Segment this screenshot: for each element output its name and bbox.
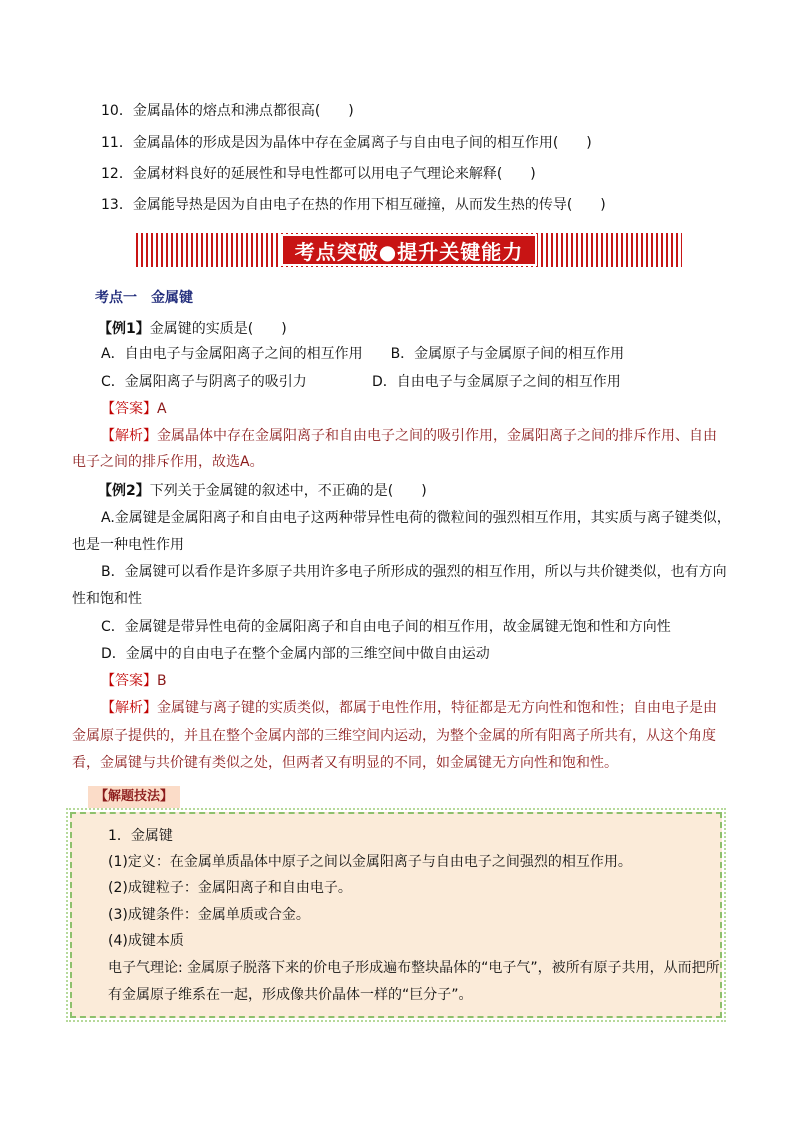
- tips-theory-line1: 电子气理论: 金属原子脱落下来的价电子形成遍布整块晶体的“电子气”，被所有原子共用，从而把所: [108, 960, 720, 976]
- tips-essence: (4)成键本质: [108, 933, 184, 949]
- example1-analysis-line1: [101, 426, 717, 446]
- tips-heading: 1．金属键: [108, 828, 173, 844]
- review-item-13: 13．金属能导热是因为自由电子在热的作用下相互碰撞，从而发生热的传导( ): [101, 197, 606, 213]
- review-item-10: 10．金属晶体的熔点和沸点都很高( ): [101, 103, 354, 119]
- example1-analysis-text1: 金属晶体中存在金属阳离子和自由电子之间的吸引作用，金属阳离子之间的排斥作用、自由: [157, 428, 717, 444]
- example2-question: [98, 481, 427, 501]
- example1-question-text: 金属键的实质是( ): [149, 321, 287, 337]
- tips-conditions: (3)成键条件：金属单质或合金。: [108, 907, 310, 923]
- review-item-11: 11．金属晶体的形成是因为晶体中存在金属离子与自由电子间的相互作用( ): [101, 135, 592, 151]
- example1-question: [98, 319, 287, 339]
- tips-definition: (1)定义：在金属单质晶体中原子之间以金属阳离子与自由电子之间强烈的相互作用。: [108, 854, 632, 870]
- example1-answer-tag: 【答案】: [101, 401, 157, 417]
- tips-theory-line2: 有金属原子维系在一起，形成像共价晶体一样的“巨分子”。: [108, 987, 473, 1003]
- example1-option-c: C．金属阳离子与阴离子的吸引力: [101, 374, 307, 390]
- banner-title-box: [281, 234, 537, 266]
- example2-tag: 【例2】: [98, 483, 150, 499]
- example2-analysis-tag: 【解析】: [101, 700, 157, 716]
- section-banner: [136, 233, 682, 267]
- tips-particles: (2)成键粒子：金属阳离子和自由电子。: [108, 880, 352, 896]
- example2-option-d: D．金属中的自由电子在整个金属内部的三维空间中做自由运动: [101, 646, 490, 662]
- example2-option-b-line2: 性和饱和性: [72, 591, 142, 607]
- example1-tag: 【例1】: [98, 321, 150, 337]
- example1-answer: [101, 399, 167, 419]
- review-item-12: 12．金属材料良好的延展性和导电性都可以用电子气理论来解释( ): [101, 166, 536, 182]
- banner-title: 考点突破●提升关键能力: [294, 239, 524, 264]
- example2-option-a-line2: 也是一种电性作用: [72, 537, 184, 553]
- example2-option-b-line1: B．金属键可以看作是许多原子共用许多电子所形成的强烈的相互作用，所以与共价键类似，也有方向: [101, 564, 727, 580]
- tips-label: 【解题技法】: [88, 786, 180, 808]
- section-title: 考点一 金属键: [95, 290, 193, 306]
- example1-analysis-line2: 电子之间的排斥作用，故选A。: [72, 454, 264, 470]
- example2-answer: [101, 671, 167, 691]
- example1-answer-value: A: [157, 401, 167, 417]
- example2-analysis-line3: 看，金属键与共价键有类似之处，但两者又有明显的不同，如金属键无方向性和饱和性。: [72, 755, 618, 771]
- example2-option-a-line1: A.金属键是金属阳离子和自由电子这两种带异性电荷的微粒间的强烈相互作用，其实质与离子键类似，: [101, 510, 731, 526]
- example2-answer-value: B: [157, 673, 167, 689]
- example2-analysis-line1: [101, 698, 717, 718]
- example1-options-ab: A．自由电子与金属阳离子之间的相互作用 B．金属原子与金属原子间的相互作用: [101, 346, 625, 362]
- example2-answer-tag: 【答案】: [101, 673, 157, 689]
- example2-question-text: 下列关于金属键的叙述中，不正确的是( ): [149, 483, 427, 499]
- example2-analysis-line2: 金属原子提供的，并且在整个金属内部的三维空间内运动，为整个金属的所有阳离子所共有，从这个角度: [72, 728, 716, 744]
- example1-analysis-tag: 【解析】: [101, 428, 157, 444]
- example2-analysis-text1: 金属键与离子键的实质类似，都属于电性作用，特征都是无方向性和饱和性；自由电子是由: [157, 700, 717, 716]
- example1-option-d: D．自由电子与金属原子之间的相互作用: [372, 374, 621, 390]
- example2-option-c: C．金属键是带异性电荷的金属阳离子和自由电子间的相互作用，故金属键无饱和性和方向性: [101, 619, 671, 635]
